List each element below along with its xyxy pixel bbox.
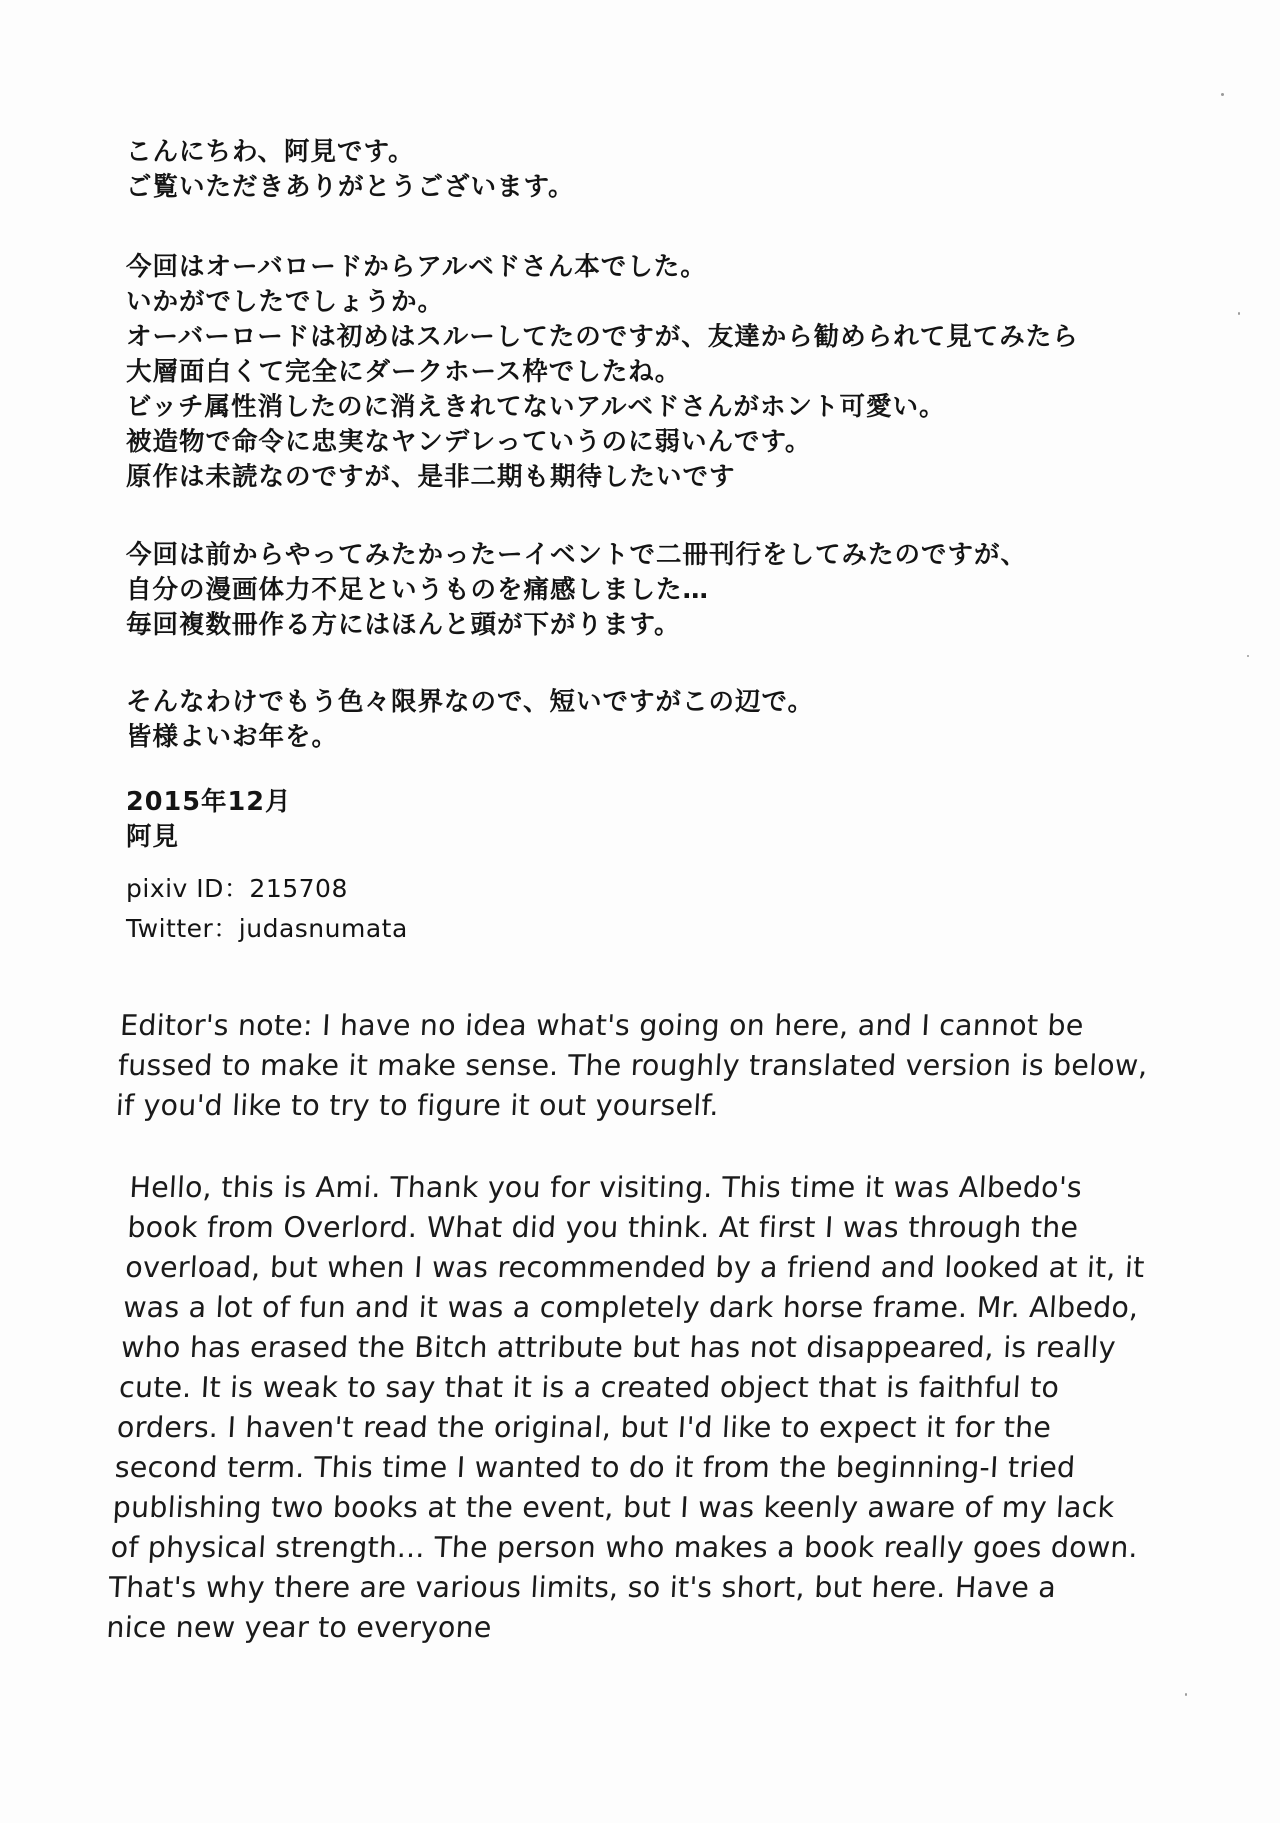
about-line: 原作は未読なのですが、是非二期も期待したいです — [126, 462, 736, 492]
editor-note-line: fussed to make it make sense. The roughly translated version is below, — [117, 1049, 1149, 1082]
translation-line: book from Overlord. What did you think. At first I was through the — [126, 1211, 1080, 1244]
about-line: 今回はオーバロードからアルベドさん本でした。 — [126, 252, 707, 282]
translation-paragraph — [105, 1168, 1250, 1648]
scan-speck — [1185, 1693, 1187, 1696]
editor-note-line: Editor's note: I have no idea what's going on here, and I cannot be — [119, 1009, 1085, 1042]
translation-line: cute. It is weak to say that it is a created object that is faithful to — [118, 1371, 1060, 1404]
about-line: いかがでしたでしょうか。 — [126, 287, 445, 317]
scan-speck — [1221, 93, 1224, 96]
about-line: オーバーロードは初めはスルーしてたのですが、友達から勧められて見てみたら — [126, 322, 1079, 352]
event-line: 今回は前からやってみたかったーイベントで二冊刊行をしてみたのですが、 — [126, 540, 1028, 570]
translation-line: Hello, this is Ami. Thank you for visiting. This time it was Albedo's — [128, 1171, 1083, 1204]
about-line: ビッチ属性消したのに消えきれてないアルベドさんがホント可愛い。 — [126, 392, 946, 422]
translation-line: orders. I haven't read the original, but I'd like to expect it for the — [116, 1411, 1053, 1444]
about-paragraph — [126, 250, 1206, 495]
closing-line: そんなわけでもう色々限界なので、短いですがこの辺で。 — [126, 687, 814, 717]
closing-paragraph — [126, 685, 1206, 755]
translation-line: publishing two books at the event, but I was keenly aware of my lack — [111, 1491, 1116, 1524]
about-line: 被造物で命令に忠実なヤンデレっていうのに弱いんです。 — [126, 427, 812, 457]
signature-date: 2015年12月 — [126, 787, 292, 817]
greeting-line: ご覧いただきありがとうございます。 — [126, 172, 575, 202]
translation-line: who has erased the Bitch attribute but has not disappeared, is really — [120, 1331, 1117, 1364]
event-line: 自分の漫画体力不足というものを痛感しました… — [126, 575, 710, 605]
greeting-line: こんにちわ、阿見です。 — [126, 137, 415, 167]
signature-block — [126, 785, 1206, 855]
editor-note — [115, 1006, 1241, 1126]
scan-speck — [1247, 655, 1249, 657]
event-line: 毎回複数冊作る方にはほんと頭が下がります。 — [126, 610, 681, 640]
signature-name: 阿見 — [126, 822, 180, 852]
translation-line: of physical strength... The person who makes a book really goes down. — [109, 1531, 1139, 1564]
event-paragraph — [126, 538, 1206, 643]
translation-line: second term. This time I wanted to do it from the beginning-I tried — [114, 1451, 1077, 1484]
translation-line: nice new year to everyone — [105, 1611, 493, 1644]
translation-line: overload, but when I was recommended by a friend and looked at it, it — [124, 1251, 1146, 1284]
translation-line: That's why there are various limits, so it's short, but here. Have a — [107, 1571, 1057, 1604]
editor-note-line: if you'd like to try to figure it out yourself. — [115, 1089, 720, 1122]
twitter-handle: Twitter：judasnumata — [126, 914, 408, 943]
greeting-paragraph — [126, 135, 1206, 205]
about-line: 大層面白くて完全にダークホース枠でしたね。 — [126, 357, 682, 387]
translation-line: was a lot of fun and it was a completely dark horse frame. Mr. Albedo, — [122, 1291, 1140, 1324]
closing-line: 皆様よいお年を。 — [126, 722, 339, 752]
scan-speck — [1238, 312, 1240, 315]
pixiv-id: pixiv ID：215708 — [126, 874, 348, 903]
